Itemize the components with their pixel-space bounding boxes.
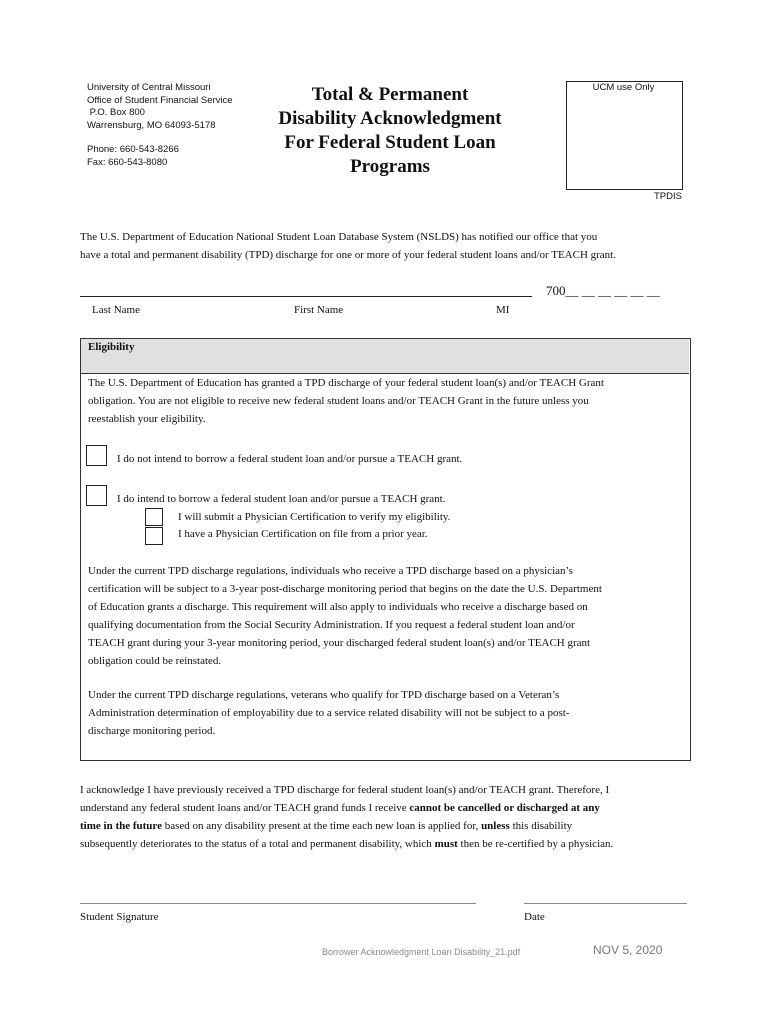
ack-line-3: time in the future based on any disability present at the time each new loan is applied for, unless this disability — [80, 820, 573, 832]
eligibility-p1-line-2: obligation. You are not eligible to receive new federal student loans and/or TEACH Grant in the future unless you — [88, 395, 589, 407]
eligibility-p1-line-3: reestablish your eligibility. — [88, 413, 206, 425]
eligibility-p2-line-6: obligation could be reinstated. — [88, 655, 222, 667]
acknowledgment-paragraph — [80, 781, 613, 853]
ack-line-1: I acknowledge I have previously received a TPD discharge for federal student loan(s) and/or TEACH grant. Therefore, I — [80, 784, 610, 796]
eligibility-heading: Eligibility — [88, 341, 135, 353]
certification-on-file-label: I have a Physician Certification on file from a prior year. — [178, 528, 428, 540]
eligibility-p2-line-2: certification will be subject to a 3-year post-discharge monitoring period that begins on the date the U.S. Department — [88, 583, 602, 595]
date-line[interactable] — [524, 903, 687, 904]
no-intent-label: I do not intend to borrow a federal student loan and/or pursue a TEACH grant. — [117, 453, 463, 465]
name-input-line[interactable] — [80, 296, 532, 297]
phone-number: Phone: 660-543-8266 — [87, 144, 179, 156]
submit-certification-checkbox[interactable] — [145, 508, 163, 526]
office-use-box — [566, 81, 683, 190]
student-id-field[interactable]: 700__ __ __ __ __ __ — [546, 283, 660, 298]
mi-label: MI — [496, 304, 510, 316]
intro-line-1: The U.S. Department of Education National Student Loan Database System (NSLDS) has notified our office that you — [80, 231, 598, 243]
eligibility-p2-line-5: TEACH grant during your 3-year monitoring period, your discharged federal student loan(s) and/or TEACH grant — [88, 637, 591, 649]
student-signature-line[interactable] — [80, 903, 476, 904]
office-address — [87, 82, 233, 170]
ack-line-2: understand any federal student loans and/or TEACH grand funds I receive cannot be cancelled or discharged at any — [80, 802, 600, 814]
eligibility-p3-line-2: Administration determination of employability due to a service related disability will not be subject to a post- — [88, 707, 570, 719]
eligibility-paragraph-2 — [88, 562, 602, 670]
eligibility-paragraph-3 — [88, 686, 569, 740]
submit-certification-label: I will submit a Physician Certification to verify my eligibility. — [178, 511, 451, 523]
date-label: Date — [524, 911, 545, 923]
eligibility-p2-line-3: of Education grants a discharge. This requirement will also apply to individuals who receive a discharge based on — [88, 601, 588, 613]
eligibility-p2-line-1: Under the current TPD discharge regulations, individuals who receive a TPD discharge based on a physician’s — [88, 565, 573, 577]
address-line-4: Warrensburg, MO 64093-5178 — [87, 119, 216, 131]
first-name-label: First Name — [294, 304, 344, 316]
last-name-label: Last Name — [92, 304, 140, 316]
eligibility-p2-line-4: qualifying documentation from the Social Security Administration. If you request a federal student loan and/or — [88, 619, 575, 631]
eligibility-p1-line-1: The U.S. Department of Education has granted a TPD discharge of your federal student loan(s) and/or TEACH Grant — [88, 377, 604, 389]
eligibility-header-bar — [81, 339, 689, 374]
intro-line-2: have a total and permanent disability (TPD) discharge for one or more of your federal student loans and/or TEACH grant. — [80, 249, 616, 261]
intro-paragraph — [80, 228, 700, 264]
form-code: TPDIS — [654, 191, 682, 202]
intent-checkbox[interactable] — [86, 485, 107, 506]
footer-date: NOV 5, 2020 — [593, 943, 663, 957]
eligibility-p3-line-1: Under the current TPD discharge regulations, veterans who qualify for TPD discharge based on a Veteran’s — [88, 689, 560, 701]
no-intent-checkbox[interactable] — [86, 445, 107, 466]
eligibility-paragraph-1 — [88, 374, 604, 428]
title-line-3: For Federal Student Loan — [284, 132, 496, 153]
document-title — [262, 83, 518, 179]
title-line-2: Disability Acknowledgment — [278, 108, 502, 129]
office-use-label: UCM use Only — [592, 82, 655, 93]
fax-number: Fax: 660-543-8080 — [87, 156, 168, 168]
address-line-2: Office of Student Financial Service — [87, 94, 233, 106]
ack-line-4: subsequently deteriorates to the status of a total and permanent disability, which must then be re-certified by a physician. — [80, 838, 614, 850]
intent-label: I do intend to borrow a federal student loan and/or pursue a TEACH grant. — [117, 493, 446, 505]
eligibility-p3-line-3: discharge monitoring period. — [88, 725, 216, 737]
title-line-4: Programs — [350, 156, 430, 177]
address-line-3: P.O. Box 800 — [87, 107, 145, 119]
certification-on-file-checkbox[interactable] — [145, 527, 163, 545]
address-line-1: University of Central Missouri — [87, 82, 211, 93]
student-signature-label: Student Signature — [80, 911, 159, 923]
title-line-1: Total & Permanent — [311, 84, 469, 105]
footer-filename: Borrower Acknowledgment Loan Disability_21.pdf — [322, 947, 521, 957]
